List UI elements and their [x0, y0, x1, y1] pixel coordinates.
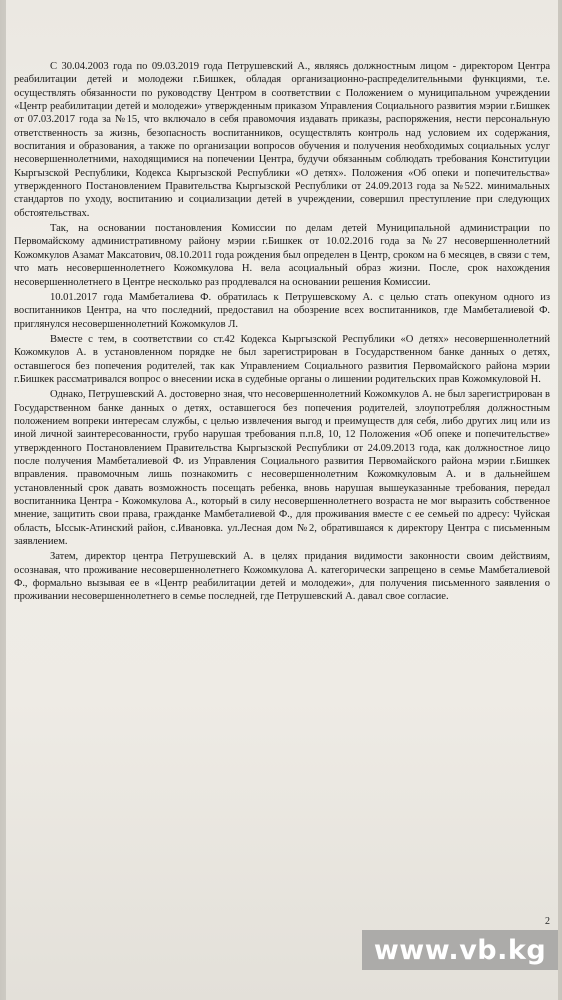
paragraph-1: С 30.04.2003 года по 09.03.2019 года Петрушевский А., являясь должностным лицом - директором Центра реабилитации детей и молодежи г.Бишкек, обладая организационно-распределительными функциями, т.е. осуществлять обязанности по руководству Центром в соответствии с Положением о муниципальном учреждении «Центр реабилитации детей и молодежи» утвержденным приказом Управления Социального развития мэрии г.Бишкек от 07.03.2017 года за №15, что включало в себя правомочия издавать приказы, распоряжения, нести персональную ответственность за жизнь, безопасность воспитанников, осуществлять контроль над условием их содержания, воспитания и образования, а также по организации вопросов обучения и получения необходимых социальных услуг несовершеннолетними, находящимися на попечении Центра, будучи обязанным соблюдать требования Конституции Кыргызской Республики, Кодекса Кыргызской Республики «О детях». Положения «Об опеки и попечительства» утвержденного Постановлением Правительства Кыргызской Республики от 24.09.2013 года за №522. минимальных стандартов по уходу, воспитанию и социализации детей в учреждении, совершил преступление при следующих обстоятельствах.	[14, 61, 550, 219]
paragraph-5: Однако, Петрушевский А. достоверно зная, что несовершеннолетний Кожомкулов А. не был зарегистрирован в Государственном банке данных о детях, оставшегося без попечения родителей, злоупотребляя должностным положением вопреки интересам службы, с целью извлечения выгод и преимуществ для себя, либо других лиц или из иной личной заинтересованности, грубо нарушая требования п.п.8, 10, 12 Положения «Об опеке и попечительстве» утвержденного Постановлением Правительства Кыргызской Республики от 24.09.2013 года, как должностное лицо после получения Мамбеталиевой Ф. из Управления Социального развития Первомайского района мэрии г.Бишкек вправления. правомочным лишь познакомить с несовершеннолетним Кожомкуловым А. и в дальнейшем установленный срок давать возможность посещать ребенка, вновь нарушая вышеуказанные требования, передал воспитанника Центра - Кожомкулова А., который в силу несовершеннолетнего возраста не мог выразить собственное мнение, защитить свои права, гражданке Мамбеталиевой Ф., для проживания вместе с ее семьей по адресу: Чуйская область, Ыссык-Атинский район, с.Ивановка. ул.Лесная дом №2, обратившаяся к директору Центра с письменным заявлением.	[14, 389, 550, 548]
paragraph-6: Затем, директор центра Петрушевский А. в целях придания видимости законности своим действиям, осознавая, что проживание несовершеннолетнего Кожомкулова А. категорически запрещено в семье Мамбеталиевой Ф., формально вызывая ее в «Центр реабилитации детей и молодежи», для получения письменного заявления о проживании несовершеннолетнего в семье последней, где Петрушевский А. давал свое согласие.	[14, 551, 550, 603]
page-number: 2	[545, 916, 550, 927]
watermark-badge	[362, 930, 558, 970]
watermark-text: www.vb.kg	[373, 934, 547, 966]
document-body	[14, 60, 550, 606]
paragraph-3: 10.01.2017 года Мамбеталиева Ф. обратилась к Петрушевскому А. с целью стать опекуном одного из воспитанников Центра, на что последний, предоставил на обозрение всех воспитанников, где Мамбеталиевой Ф. приглянулся несовершеннолетний Кожомкулов Л.	[14, 291, 550, 330]
paragraph-2: Так, на основании постановления Комиссии по делам детей Муниципальной администрации по Первомайскому административному району мэрии г.Бишкек от 10.02.2016 года за №27 несовершеннолетний Кожомкулов Азамат Максатович, 08.10.2011 года рождения был определен в Центр, сроком на 6 месяцев, в связи с тем, что мать несовершеннолетнего Кожомкулова Н. вела асоциальный образ жизни. После, срок нахождения несовершеннолетнего в Центре несколько раз продлевался на основании решения Комиссии.	[14, 223, 550, 288]
paragraph-4: Вместе с тем, в соответствии со ст.42 Кодекса Кыргызской Республики «О детях» несовершеннолетний Кожомкулов А. в установленном порядке не был зарегистрирован в Государственном банке данных о детях, оставшегося без попечения родителей, так как Управлением Социального развития Первомайского района мэрии г.Бишкек рассматривался вопрос о внесении иска в судебные органы о лишении родительских прав Кожомкуловой Н.	[14, 333, 550, 385]
